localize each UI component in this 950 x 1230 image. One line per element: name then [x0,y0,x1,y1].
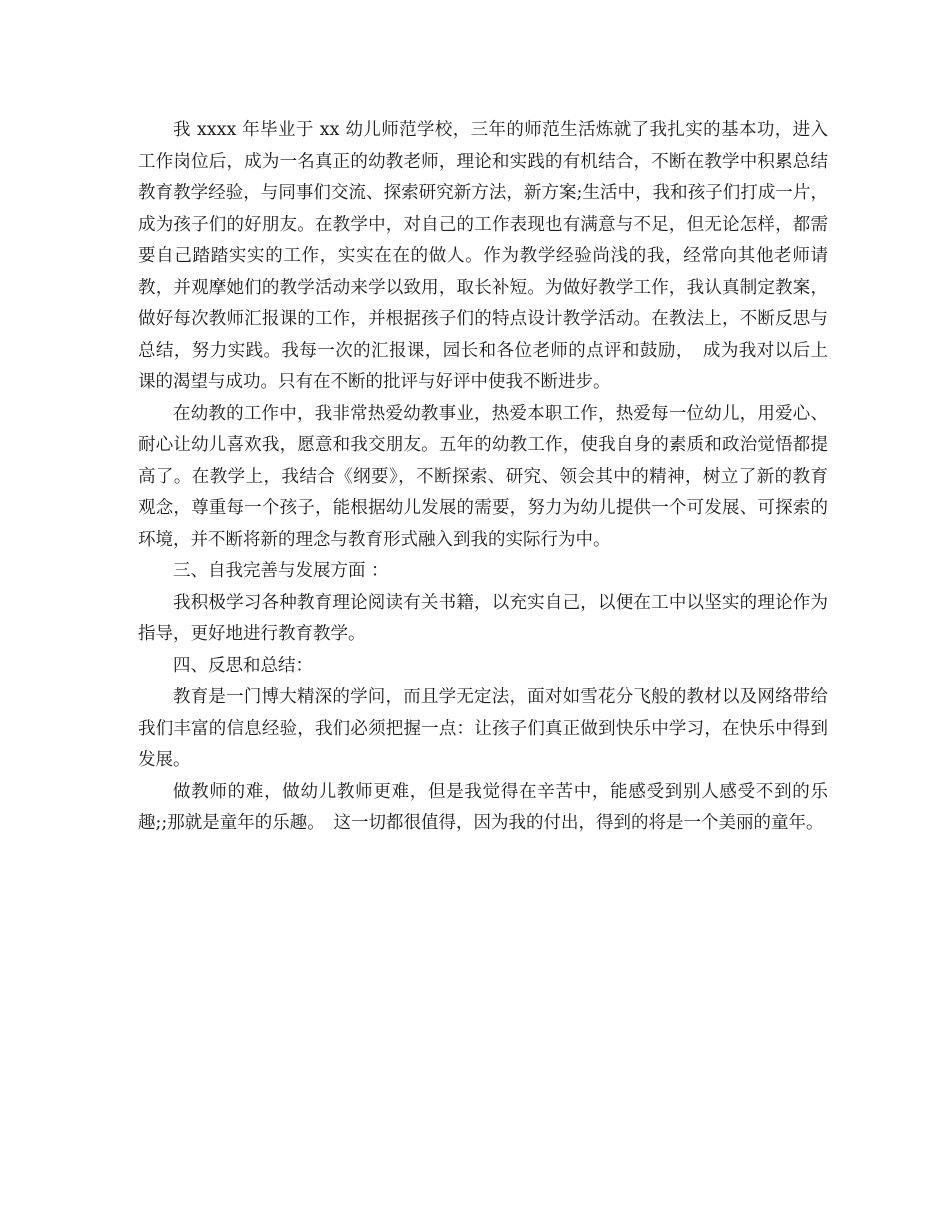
paragraph-study-theory: 我积极学习各种教育理论阅读有关书籍，以充实自己，以便在工中以坚实的理论作为指导，更好地进行教育教学。 [138,592,828,644]
section-heading-self-improvement: 三、自我完善与发展方面 ： [173,561,389,581]
paragraph-graduation-experience: 我 xxxx 年毕业于 xx 幼儿师范学校，三年的师范生活炼就了我扎实的基本功，进入工作岗位后，成为一名真正的幼教老师，理论和实践的有机结合，不断在教学中积累总结教育教学经验，与同事们交流、探索研究新方法，新方案;生活中，我和孩子们打成一片，成为孩子们的好朋友。在教学中，对自己的工作表现也有满意与不足，但无论怎样，都需要自己踏踏实实的工作，实实在在的做人。作为教学经验尚浅的我，经常向其他老师请教，并观摩她们的教学活动来学以致用，取长补短。为做好教学工作，我认真制定教案，做好每次教师汇报课的工作，并根据孩子们的特点设计教学活动。在教法上，不断反思与总结，努力实践。我每一次的汇报课，园长和各位老师的点评和鼓励， 成为我对以后上课的渴望与成功。只有在不断的批评与好评中使我不断进步。 [138,120,828,392]
section-heading-reflection: 四、反思和总结： [173,655,313,676]
paragraph-teacher-joy: 做教师的难，做幼儿教师更难，但是我觉得在辛苦中，能感受到别人感受不到的乐趣;;那就是童年的乐趣。 这一切都很值得，因为我的付出，得到的将是一个美丽的童年。 [138,781,828,833]
paragraph-education-knowledge: 教育是一门博大精深的学问，而且学无定法，面对如雪花分飞般的教材以及网络带给我们丰富的信息经验，我们必须把握一点：让孩子们真正做到快乐中学习，在快乐中得到发展。 [138,687,828,770]
document-body [138,115,828,840]
paragraph-kindergarten-work: 在幼教的工作中，我非常热爱幼教事业，热爱本职工作，热爱每一位幼儿，用爱心、耐心让幼儿喜欢我，愿意和我交朋友。五年的幼教工作，使我自身的素质和政治觉悟都提高了。在教学上，我结合《纲要》，不断探索、研究、领会其中的精神，树立了新的教育观念，尊重每一个孩子，能根据幼儿发展的需要，努力为幼儿提供一个可发展、可探索的环境，并不断将新的理念与教育形式融入到我的实际行为中。 [138,403,828,550]
